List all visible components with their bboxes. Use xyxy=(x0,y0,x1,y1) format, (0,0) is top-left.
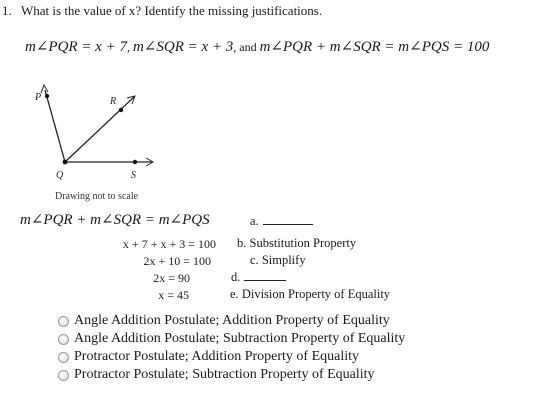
proof-equation-1: x + 7 + x + 3 = 100 xyxy=(122,237,216,251)
proof-equation-4: x = 45 xyxy=(158,288,189,302)
proof-equation-3: 2x = 90 xyxy=(153,271,190,285)
justification-e xyxy=(230,287,390,302)
proof-statement-header: m∠PQR + m∠SQR = m∠PQS xyxy=(20,212,210,228)
justification-a-blank xyxy=(263,215,313,225)
justification-d-blank xyxy=(244,271,286,281)
justification-c-text: Simplify xyxy=(261,253,306,267)
justification-c-letter: c. xyxy=(250,253,259,267)
given-separator-2: , and xyxy=(233,40,260,54)
radio-button-2[interactable] xyxy=(58,334,69,345)
point-s xyxy=(133,160,137,164)
given-part-3: m∠PQR + m∠SQR = m∠PQS = 100 xyxy=(259,39,490,55)
given-part-2: m∠SQR = x + 3 xyxy=(132,39,234,55)
label-q: Q xyxy=(56,170,64,181)
given-statement xyxy=(25,37,489,56)
answer-option-4[interactable] xyxy=(58,367,375,383)
point-r xyxy=(119,108,123,112)
angle-diagram xyxy=(0,82,175,187)
justification-d xyxy=(231,270,286,285)
question-number: 1. xyxy=(2,3,12,18)
label-p: P xyxy=(35,92,42,103)
justification-b xyxy=(237,236,356,251)
justification-a xyxy=(250,214,313,229)
point-q xyxy=(63,160,68,165)
justification-a-letter: a. xyxy=(250,214,259,228)
radio-button-1[interactable] xyxy=(58,316,69,327)
answer-option-2[interactable] xyxy=(58,331,405,347)
answer-option-2-label[interactable]: Angle Addition Postulate; Subtraction Property of Equality xyxy=(74,331,406,346)
justification-e-letter: e. xyxy=(230,287,239,301)
proof-equation-2: 2x + 10 = 100 xyxy=(143,254,211,268)
justification-b-letter: b. xyxy=(237,236,247,250)
justification-d-letter: d. xyxy=(231,270,241,284)
ray-qp xyxy=(45,90,65,162)
justification-e-text: Division Property of Equality xyxy=(241,287,391,301)
label-r: R xyxy=(110,96,117,107)
answer-option-1[interactable] xyxy=(58,313,390,329)
question-text: What is the value of x? Identify the missing justifications. xyxy=(21,3,323,18)
radio-button-3[interactable] xyxy=(58,352,69,363)
justification-c xyxy=(250,253,306,268)
answer-option-3-label[interactable]: Protractor Postulate; Addition Property of Equality xyxy=(74,349,360,364)
point-p xyxy=(45,94,49,98)
ray-qr xyxy=(65,97,134,162)
label-s: S xyxy=(131,170,136,181)
given-part-1: m∠PQR = x + 7 xyxy=(25,39,127,55)
answer-option-1-label[interactable]: Angle Addition Postulate; Addition Property of Equality xyxy=(74,313,390,328)
given-separator-1: , xyxy=(126,40,133,54)
diagram-caption: Drawing not to scale xyxy=(55,191,139,202)
radio-button-4[interactable] xyxy=(58,370,69,381)
answer-option-3[interactable] xyxy=(58,349,359,365)
ray-qp-arrow xyxy=(41,85,48,93)
answer-option-4-label[interactable]: Protractor Postulate; Subtraction Property of Equality xyxy=(74,367,375,382)
justification-b-text: Substitution Property xyxy=(249,236,357,250)
